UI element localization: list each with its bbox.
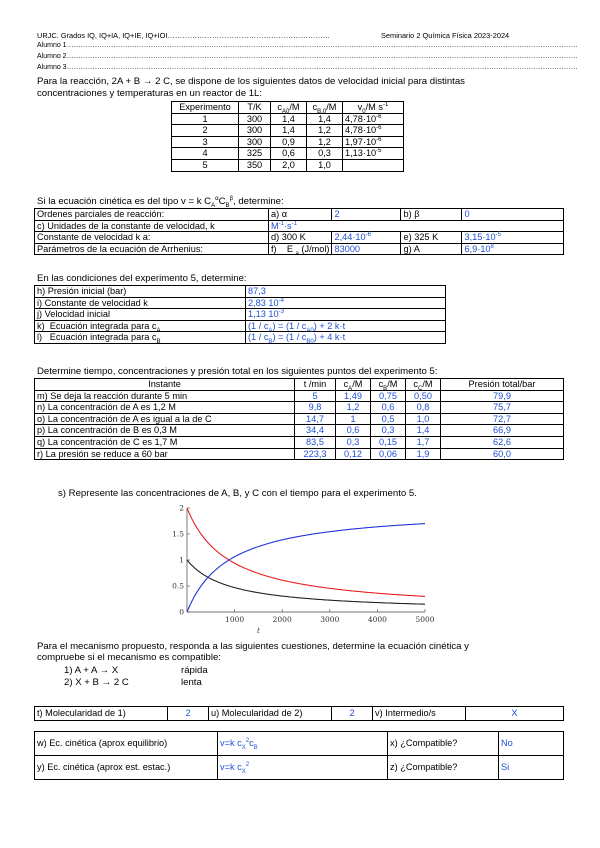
x-axis-label: t: [256, 627, 260, 635]
th-instant: Instante: [35, 379, 295, 391]
x-tick-label: 2000: [272, 615, 292, 624]
cell: 4: [172, 148, 239, 160]
cell[interactable]: 1,0: [406, 413, 441, 425]
compatible-z-label: z) ¿Compatible?: [388, 756, 499, 780]
cell: 3: [172, 136, 239, 148]
table-row: [172, 159, 404, 171]
initial-rate-answer[interactable]: 1,13 $10^{-3}$: [246, 309, 446, 321]
cell[interactable]: 0,6: [336, 425, 371, 437]
cell: m) Se deja la reacción durante 5 min: [35, 390, 295, 402]
evolution-table: [34, 378, 564, 460]
cell: r) La presión se reduce a 60 bar: [35, 448, 295, 460]
table-row: [172, 148, 404, 160]
concentration-chart: [160, 500, 435, 635]
cell[interactable]: 0,5: [371, 413, 406, 425]
y-tick-label: 0: [179, 607, 184, 617]
cell: $1,97\cdot 10^{-6}$: [343, 136, 404, 148]
cell: 0,9: [271, 136, 307, 148]
cell[interactable]: 5: [295, 390, 336, 402]
cell[interactable]: 34,4: [295, 425, 336, 437]
alpha-label: a) α: [269, 209, 332, 221]
cell[interactable]: 0,3: [371, 425, 406, 437]
cell[interactable]: 1,7: [406, 436, 441, 448]
beta-answer[interactable]: 0: [462, 209, 564, 221]
partial-orders-label: Ordenes parciales de reacción:: [35, 209, 269, 221]
exp5-table: [34, 285, 446, 344]
mechanism-step-2-speed: lenta: [181, 677, 202, 688]
cell: 350: [239, 159, 271, 171]
cell[interactable]: 72,7: [441, 413, 564, 425]
equilibrium-answer[interactable]: v=k $c_X^2c_B$: [218, 732, 388, 756]
th-time: t /min: [295, 379, 336, 391]
cell: 0,3: [307, 148, 343, 160]
cell[interactable]: 0,12: [336, 448, 371, 460]
cell: 300: [239, 113, 271, 125]
cell[interactable]: 1,2: [336, 402, 371, 414]
cell: $1,13\cdot 10^{-5}$: [343, 148, 404, 160]
cell: 1,4: [307, 113, 343, 125]
cell[interactable]: 60,0: [441, 448, 564, 460]
mechanism-step-1-speed: rápida: [181, 665, 208, 676]
cell: q) La concentración de C es 1,7 M: [35, 436, 295, 448]
x-tick-label: 1000: [225, 615, 245, 624]
cell[interactable]: 0,6: [371, 402, 406, 414]
cell[interactable]: 9,8: [295, 402, 336, 414]
k300-answer[interactable]: $2,44\cdot 10^{-6}$: [332, 232, 401, 244]
y-tick-label: 1: [179, 555, 184, 565]
table-row: [172, 136, 404, 148]
cell[interactable]: 0,50: [406, 390, 441, 402]
kinetics-table: [34, 208, 564, 255]
units-label: c) Unidades de la constante de velocidad, k: [35, 220, 269, 232]
units-answer[interactable]: $M^{-1}\cdot s^{-1}$: [269, 220, 564, 232]
cell[interactable]: 1: [336, 413, 371, 425]
section5-title: s) Represente las concentraciones de A, B, y C con el tiempo para el experimento 5.: [58, 488, 417, 499]
compatible-x-answer[interactable]: No: [499, 732, 564, 756]
y-tick-label: 2: [179, 503, 184, 513]
k325-answer[interactable]: $3,15\cdot 10^{-5}$: [462, 232, 564, 244]
ea-label: f) E $_a$ (J/mol): [269, 243, 332, 255]
student-2-field[interactable]: Alumno 2…………………………………………………………………………………………………………………………………………………………………………………………………: [37, 53, 578, 60]
intermediate-answer[interactable]: X: [466, 707, 564, 721]
cell: 300: [239, 125, 271, 137]
table-row: [172, 113, 404, 125]
x-tick-label: 5000: [415, 615, 435, 624]
student-1-field[interactable]: Alumno 1…………………………………………………………………………………………………………………………………………………………………………………………………: [37, 42, 578, 49]
cell[interactable]: 0,8: [406, 402, 441, 414]
cell[interactable]: 0,15: [371, 436, 406, 448]
molecularity-1-answer[interactable]: 2: [168, 707, 209, 721]
x-tick-label: 4000: [367, 615, 387, 624]
table-row: [35, 413, 564, 425]
cell[interactable]: 223,3: [295, 448, 336, 460]
beta-label: b) β: [401, 209, 462, 221]
integrated-b-answer[interactable]: $(1 / c_B) = (1 / c_{B0}) + 4$ k·t: [246, 332, 446, 344]
cell: 0,6: [271, 148, 307, 160]
table-row: [35, 425, 564, 437]
rate-law-table: [34, 731, 564, 780]
initial-rates-table: [171, 101, 404, 172]
molecularity-2-label: u) Molecularidad de 2): [209, 707, 332, 721]
dots: …………………………………………………………: [167, 31, 330, 40]
a-answer[interactable]: $6,9\cdot 10^8$: [462, 243, 564, 255]
table-row: [35, 448, 564, 460]
th-experiment: Experimento: [172, 102, 239, 114]
cell: 2: [172, 125, 239, 137]
rate-constant-label: Constante de velocidad k a:: [35, 232, 269, 244]
cell[interactable]: 62,6: [441, 436, 564, 448]
cell[interactable]: 1,4: [406, 425, 441, 437]
section4-title: Determine tiempo, concentraciones y presión total en los siguientes puntos del experimento 5:: [37, 366, 438, 377]
cell: 300: [239, 136, 271, 148]
arrhenius-label: Parámetros de la ecuación de Arrhenius:: [35, 243, 269, 255]
cell: 5: [172, 159, 239, 171]
course-name: URJC. Grados IQ, IQ+IA, IQ+IE, IQ+IOI: [37, 31, 168, 40]
th-ca0: $c_{A0}/M$: [271, 102, 307, 114]
table-row: [35, 390, 564, 402]
rate-constant-k-answer[interactable]: 2,83 $10^{-4}$: [246, 297, 446, 309]
series-A-line: [187, 508, 425, 596]
initial-pressure-answer[interactable]: 87,3: [246, 286, 446, 298]
cell[interactable]: 0,3: [336, 436, 371, 448]
alpha-answer[interactable]: 2: [332, 209, 401, 221]
section3-title: En las condiciones del experimento 5, determine:: [37, 273, 247, 284]
cell[interactable]: 66,9: [441, 425, 564, 437]
section2-title: Si la ecuación cinética es del tipo v = k $C_A^\alpha C_B^\beta$, determine:: [37, 195, 284, 209]
th-temperature: T/K: [239, 102, 271, 114]
th-cb0: $c_{B,0}/M$: [307, 102, 343, 114]
table-row: [35, 436, 564, 448]
cell[interactable]: 75,7: [441, 402, 564, 414]
th-ca: $c_A/M$: [336, 379, 371, 391]
cell: 1,2: [307, 125, 343, 137]
cell[interactable]: 1,49: [336, 390, 371, 402]
integrated-a-label: k) Ecuación integrada para $c_A$: [35, 320, 246, 332]
seminar-title: Seminario 2 Química Física 2023-2024: [381, 31, 510, 40]
cell: p) La concentración de B es 0,3 M: [35, 425, 295, 437]
cell: 1,4: [271, 125, 307, 137]
series-B-line: [187, 560, 425, 604]
th-v0: $v_0/M$ $s^{-1}$: [343, 102, 404, 114]
intro-line-2: concentraciones y temperaturas en un reactor de 1L:: [37, 88, 263, 99]
k325-label: e) 325 K: [401, 232, 462, 244]
cell[interactable]: 0,06: [371, 448, 406, 460]
chart-series: [187, 508, 425, 612]
table-row: [35, 402, 564, 414]
y-tick-label: 0.5: [172, 581, 184, 591]
cell: 1,0: [307, 159, 343, 171]
mechanism-intro-2: compruebe si el mecanismo es compatible:: [37, 652, 221, 663]
cell: o) La concentración de A es igual a la de C: [35, 413, 295, 425]
student-3-field[interactable]: Alumno 3…………………………………………………………………………………………………………………………………………………………………………………………………: [37, 64, 578, 71]
cell[interactable]: 83,5: [295, 436, 336, 448]
y-tick-label: 1.5: [172, 529, 184, 539]
k300-label: d) 300 K: [269, 232, 332, 244]
cell: 1: [172, 113, 239, 125]
mechanism-step-1: 1) A + A → X: [64, 665, 119, 676]
intro-line-1: Para la reacción, 2A + B → 2 C, se dispone de los siguientes datos de velocidad inicial para distintas: [37, 76, 465, 87]
initial-rate-label: j) Velocidad inicial: [35, 309, 246, 321]
cell: 1,2: [307, 136, 343, 148]
equilibrium-label: w) Ec. cinética (aprox equilibrio): [35, 732, 218, 756]
molecularity-1-label: t) Molecularidad de 1): [35, 707, 168, 721]
cell: 1,4: [271, 113, 307, 125]
cell: n) La concentración de A es 1,2 M: [35, 402, 295, 414]
molecularity-table: [34, 706, 564, 721]
integrated-a-answer[interactable]: $(1 / c_A) = (1 / c_{A0}) + 2$ k·t: [246, 320, 446, 332]
student-1-label: Alumno 1: [37, 42, 67, 49]
chart-axes: [172, 504, 435, 636]
x-tick-label: 3000: [320, 615, 340, 624]
th-cb: $c_B/M$: [371, 379, 406, 391]
th-cc: $c_C/M$: [406, 379, 441, 391]
cell: $4,78\cdot 10^{-6}$: [343, 113, 404, 125]
cell[interactable]: 1,9: [406, 448, 441, 460]
cell: 325: [239, 148, 271, 160]
mechanism-intro-1: Para el mecanismo propuesto, responda a las siguientes cuestiones, determine la ecuación cinética y: [37, 641, 469, 652]
cell: [343, 159, 404, 171]
cell[interactable]: 79,9: [441, 390, 564, 402]
ea-answer[interactable]: 83000: [332, 243, 401, 255]
steady-state-label: y) Ec. cinética (aprox est. estac.): [35, 756, 218, 780]
table-row: [172, 125, 404, 137]
compatible-x-label: x) ¿Compatible?: [388, 732, 499, 756]
cell: 2,0: [271, 159, 307, 171]
student-2-label: Alumno 2: [37, 53, 67, 60]
steady-state-answer[interactable]: v=k $c_X^2$: [218, 756, 388, 780]
cell: $4,78\cdot 10^{-6}$: [343, 125, 404, 137]
rate-constant-k-label: i) Constante de velocidad k: [35, 297, 246, 309]
integrated-b-label: l) Ecuación integrada para $c_B$: [35, 332, 246, 344]
intermediate-label: v) Intermedio/s: [373, 707, 466, 721]
cell[interactable]: 14,7: [295, 413, 336, 425]
course-header: [37, 31, 330, 40]
initial-pressure-label: h) Presión inicial (bar): [35, 286, 246, 298]
cell[interactable]: 0,75: [371, 390, 406, 402]
compatible-z-answer[interactable]: Si: [499, 756, 564, 780]
mechanism-step-2: 2) X + B → 2 C: [64, 677, 129, 688]
th-pressure: Presión total/bar: [441, 379, 564, 391]
student-3-label: Alumno 3: [37, 64, 67, 71]
molecularity-2-answer[interactable]: 2: [332, 707, 373, 721]
a-label: g) A: [401, 243, 462, 255]
